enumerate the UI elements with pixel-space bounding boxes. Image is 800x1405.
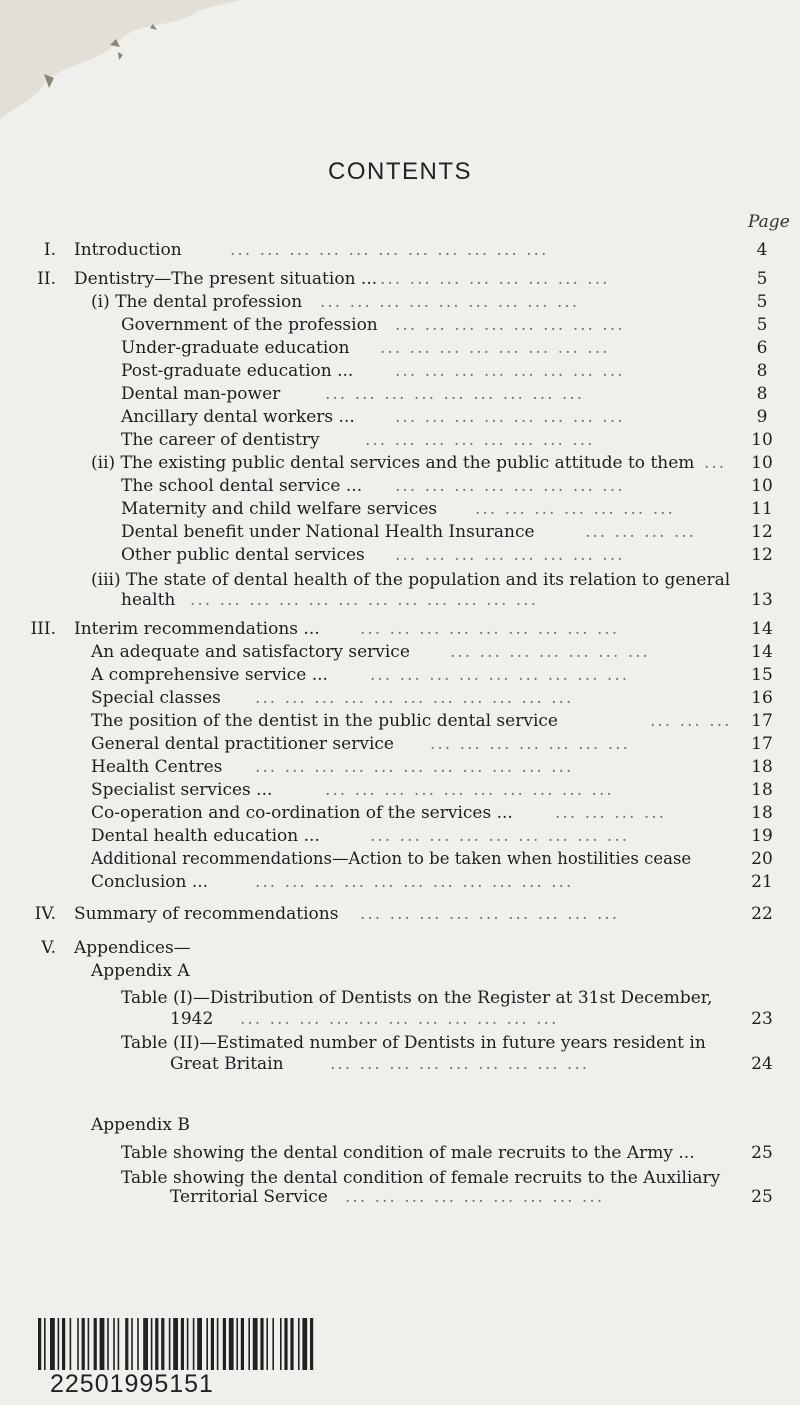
- dot-leader: ... ... ... ... ... ... ... ... ... ... ...: [230, 240, 549, 260]
- barcode-bar: [50, 1318, 55, 1370]
- page-number: 16: [751, 688, 773, 708]
- toc-entry: [0, 901, 800, 927]
- page-number: 14: [751, 619, 773, 639]
- entry-title: Dental benefit under National Health Insurance: [121, 522, 535, 542]
- dot-leader: ... ... ... ... ... ... ... ... ... ... ...: [255, 688, 574, 708]
- entry-title: Interim recommendations ...: [74, 619, 320, 639]
- section-number: I.: [43, 240, 56, 260]
- barcode-bar: [173, 1318, 178, 1370]
- page-number: 10: [751, 430, 773, 450]
- entry-title: Special classes: [91, 688, 221, 708]
- entry-title: Great Britain: [170, 1054, 284, 1074]
- entry-title: Other public dental services: [121, 545, 365, 565]
- page-number: 22: [751, 904, 773, 924]
- entry-title: Specialist services ...: [91, 780, 273, 800]
- entry-title: The career of dentistry: [121, 430, 320, 450]
- barcode-bar: [38, 1318, 41, 1370]
- barcode-bar: [62, 1318, 65, 1370]
- barcode-bar: [217, 1318, 219, 1370]
- toc-entry: [0, 869, 800, 895]
- dot-leader: ... ... ... ... ... ... ... ... ...: [370, 826, 630, 846]
- page-title: CONTENTS: [328, 158, 472, 185]
- dot-leader: ... ... ... ... ... ... ... ...: [395, 545, 625, 565]
- entry-title: Summary of recommendations: [74, 904, 339, 924]
- page-number: 14: [751, 642, 773, 662]
- dot-leader: ... ... ... ... ... ... ...: [475, 499, 675, 519]
- entry-title: Table showing the dental condition of male recruits to the Army ...: [121, 1143, 695, 1163]
- page-number: 21: [751, 872, 773, 892]
- page-number: 23: [751, 1009, 773, 1029]
- toc-entry: [0, 587, 800, 613]
- entry-title: Under-graduate education: [121, 338, 350, 358]
- barcode-bar: [181, 1318, 184, 1370]
- dot-leader: ... ... ... ... ... ... ... ... ...: [320, 292, 580, 312]
- barcode-bar: [137, 1318, 139, 1370]
- barcode-bar: [260, 1318, 263, 1370]
- barcode-bar: [206, 1318, 208, 1370]
- dot-leader: ... ... ... ... ... ... ... ...: [395, 407, 625, 427]
- barcode-bar: [253, 1318, 258, 1370]
- entry-title: Government of the profession: [121, 315, 378, 335]
- page-number: 5: [756, 315, 768, 335]
- page-number: 4: [756, 240, 768, 260]
- page-number: 8: [756, 361, 768, 381]
- dot-leader: ... ... ... ... ... ... ... ... ...: [360, 904, 620, 924]
- barcode-number: 22501995151: [50, 1370, 214, 1398]
- page-number: 10: [751, 453, 773, 473]
- dot-leader: ... ... ... ... ... ... ...: [430, 734, 630, 754]
- barcode-bar: [169, 1318, 171, 1370]
- page-number: 18: [751, 803, 773, 823]
- dot-leader: ... ... ... ... ... ... ...: [450, 642, 650, 662]
- page-number: 12: [751, 545, 773, 565]
- barcode-bar: [266, 1318, 268, 1370]
- entry-title: (i) The dental profession: [91, 292, 303, 312]
- toc-entry: [0, 237, 800, 263]
- barcode-bar: [280, 1318, 282, 1370]
- barcode-bar: [302, 1318, 307, 1370]
- page-number: 25: [751, 1187, 773, 1207]
- entry-title: Maternity and child welfare services: [121, 499, 438, 519]
- dot-leader: ... ... ... ... ... ... ... ...: [380, 269, 610, 289]
- entry-title: Table showing the dental condition of female recruits to the Auxiliary: [121, 1168, 721, 1188]
- barcode: [38, 1318, 350, 1370]
- entry-title: Appendix A: [91, 961, 190, 981]
- barcode-bar: [143, 1318, 148, 1370]
- barcode-bar: [211, 1318, 214, 1370]
- page-number: 18: [751, 757, 773, 777]
- dot-leader: ... ... ... ...: [585, 522, 697, 542]
- entry-title: Territorial Service: [170, 1187, 328, 1207]
- dot-leader: ... ... ... ... ... ... ... ... ... ...: [325, 780, 614, 800]
- dot-leader: ... ... ... ... ... ... ... ... ...: [325, 384, 585, 404]
- dot-leader: ... ... ... ... ... ... ... ...: [395, 315, 625, 335]
- section-number: II.: [37, 269, 56, 289]
- dot-leader: ... ... ... ... ... ... ... ... ... ... ...: [255, 872, 574, 892]
- entry-title: health: [121, 590, 176, 610]
- entry-title: Introduction: [74, 240, 182, 260]
- entry-title: Dental man-power: [121, 384, 281, 404]
- dot-leader: ... ... ... ... ... ... ... ...: [380, 338, 610, 358]
- page-number: 6: [756, 338, 768, 358]
- barcode-bar: [187, 1318, 189, 1370]
- barcode-bar: [161, 1318, 164, 1370]
- page-number: 25: [751, 1143, 773, 1163]
- toc-entry: [0, 1140, 800, 1166]
- page-number: 11: [751, 499, 773, 519]
- page-number: 9: [756, 407, 768, 427]
- barcode-bar: [193, 1318, 195, 1370]
- entry-title: 1942: [170, 1009, 214, 1029]
- entry-title: The school dental service ...: [121, 476, 363, 496]
- entry-title: General dental practitioner service: [91, 734, 394, 754]
- barcode-bar: [58, 1318, 60, 1370]
- page-number: 5: [756, 292, 768, 312]
- barcode-bar: [197, 1318, 202, 1370]
- barcode-bar: [107, 1318, 109, 1370]
- barcode-bar: [44, 1318, 46, 1370]
- barcode-bar: [82, 1318, 85, 1370]
- barcode-bar: [284, 1318, 287, 1370]
- page-number: 17: [751, 711, 773, 731]
- barcode-bar: [77, 1318, 79, 1370]
- barcode-bar: [155, 1318, 158, 1370]
- barcode-bar: [88, 1318, 90, 1370]
- dot-leader: ... ... ...: [650, 711, 732, 731]
- page-number: 10: [751, 476, 773, 496]
- toc-entry: [0, 1051, 800, 1077]
- barcode-bar: [151, 1318, 153, 1370]
- barcode-bar: [131, 1318, 133, 1370]
- barcode-bar: [100, 1318, 105, 1370]
- entry-title: An adequate and satisfactory service: [91, 642, 410, 662]
- dot-leader: ... ... ... ... ... ... ... ... ...: [360, 619, 620, 639]
- dot-leader: ... ... ... ... ... ... ... ... ... ... ...: [255, 757, 574, 777]
- entry-title: Conclusion ...: [91, 872, 209, 892]
- dot-leader: ... ... ... ... ... ... ... ...: [395, 476, 625, 496]
- entry-title: (iii) The state of dental health of the population and its relation to general: [91, 570, 731, 590]
- entry-title: (ii) The existing public dental services and the public attitude to them: [91, 453, 695, 473]
- toc-entry: [0, 1112, 800, 1138]
- page-number: 17: [751, 734, 773, 754]
- toc-entry: [0, 542, 800, 568]
- page-number: 24: [751, 1054, 773, 1074]
- barcode-bar: [272, 1318, 274, 1370]
- entry-title: Dental health education ...: [91, 826, 320, 846]
- barcode-bar: [310, 1318, 313, 1370]
- barcode-bar: [229, 1318, 234, 1370]
- dot-leader: ... ... ... ... ... ... ... ... ...: [370, 665, 630, 685]
- entry-title: Table (I)—Distribution of Dentists on the Register at 31st December,: [121, 988, 713, 1008]
- page-number: 12: [751, 522, 773, 542]
- barcode-bar: [241, 1318, 244, 1370]
- page-number: 20: [751, 849, 773, 869]
- barcode-bar: [113, 1318, 115, 1370]
- page-number: 5: [756, 269, 768, 289]
- entry-title: Post-graduate education ...: [121, 361, 354, 381]
- toc-entry: [0, 1184, 800, 1210]
- entry-title: Additional recommendations—Action to be taken when hostilities cease: [91, 849, 692, 868]
- barcode-bar: [70, 1318, 72, 1370]
- section-number: III.: [30, 619, 56, 639]
- entry-title: Table (II)—Estimated number of Dentists in future years resident in: [121, 1033, 706, 1053]
- page-number: 19: [751, 826, 773, 846]
- dot-leader: ... ... ... ... ... ... ... ... ... ... ... ...: [190, 590, 538, 610]
- barcode-bar: [248, 1318, 250, 1370]
- dot-leader: ...: [704, 453, 727, 473]
- toc-entry: [0, 958, 800, 984]
- dot-leader: ... ... ... ... ... ... ... ...: [365, 430, 595, 450]
- dot-leader: ... ... ... ... ... ... ... ... ...: [345, 1187, 605, 1207]
- entry-title: Appendices—: [74, 938, 191, 958]
- entry-title: Appendix B: [91, 1115, 190, 1135]
- section-number: IV.: [34, 904, 56, 924]
- page-column-header: Page: [748, 212, 790, 232]
- page-number: 15: [751, 665, 773, 685]
- entry-title: Ancillary dental workers ...: [121, 407, 355, 427]
- page-number: 8: [756, 384, 768, 404]
- barcode-bar: [236, 1318, 238, 1370]
- dot-leader: ... ... ... ... ... ... ... ...: [395, 361, 625, 381]
- page-number: 13: [751, 590, 773, 610]
- entry-title: Co-operation and co-ordination of the services ...: [91, 803, 513, 823]
- entry-title: Health Centres: [91, 757, 223, 777]
- barcode-bar: [223, 1318, 226, 1370]
- toc-entry: [0, 1006, 800, 1032]
- barcode-bar: [290, 1318, 293, 1370]
- dot-leader: ... ... ... ...: [555, 803, 667, 823]
- barcode-bar: [125, 1318, 128, 1370]
- entry-title: The position of the dentist in the public dental service: [91, 711, 558, 731]
- barcode-bar: [94, 1318, 97, 1370]
- section-number: V.: [41, 938, 56, 958]
- page-number: 18: [751, 780, 773, 800]
- dot-leader: ... ... ... ... ... ... ... ... ... ... ...: [240, 1009, 559, 1029]
- barcode-bar: [118, 1318, 120, 1370]
- entry-title: Dentistry—The present situation ...: [74, 269, 378, 289]
- entry-title: A comprehensive service ...: [91, 665, 328, 685]
- barcode-bar: [298, 1318, 300, 1370]
- dot-leader: ... ... ... ... ... ... ... ... ...: [330, 1054, 590, 1074]
